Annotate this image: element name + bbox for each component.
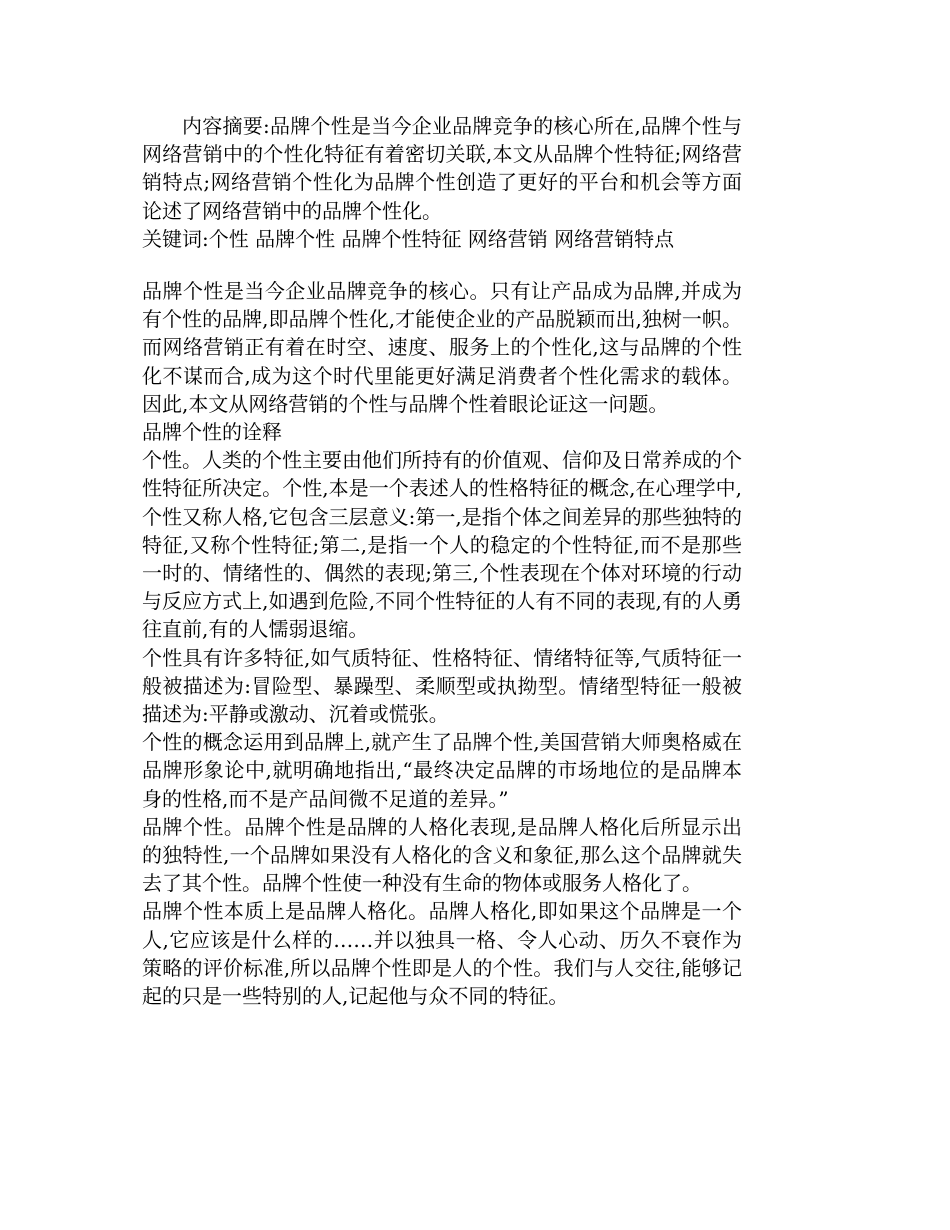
abstract-paragraph: 内容摘要:品牌个性是当今企业品牌竞争的核心所在,品牌个性与网络营销中的个性化特征有着密切关联,本文从品牌个性特征;网络营销特点;网络营销个性化为品牌个性创造了更好的平台和机会等方面论述了网络营销中的品牌个性化。 — [142, 114, 742, 223]
intro-paragraph: 品牌个性是当今企业品牌竞争的核心。只有让产品成为品牌,并成为有个性的品牌,即品牌个性化,才能使企业的产品脱颖而出,独树一帜。而网络营销正有着在时空、速度、服务上的个性化,这与品牌的个性化不谋而合,成为这个时代里能更好满足消费者个性化需求的载体。因此,本文从网络营销的个性与品牌个性着眼论证这一问题。 — [142, 279, 742, 416]
section-spacer — [142, 253, 742, 277]
body-paragraph: 品牌个性本质上是品牌人格化。品牌人格化,即如果这个品牌是一个人,它应该是什么样的……并以独具一格、令人心动、历久不衰作为策略的评价标准,所以品牌个性即是人的个性。我们与人交往,能够记起的只是一些特别的人,记起他与众不同的特征。 — [142, 899, 742, 1009]
body-paragraph: 品牌个性。品牌个性是品牌的人格化表现,是品牌人格化后所显示出的独特性,一个品牌如果没有人格化的含义和象征,那么这个品牌就失去了其个性。品牌个性使一种没有生命的物体或服务人格化了。 — [142, 814, 742, 896]
body-paragraph: 个性具有许多特征,如气质特征、性格特征、情绪特征等,气质特征一般被描述为:冒险型、暴躁型、柔顺型或执拗型。情绪型特征一般被描述为:平静或激动、沉着或慌张。 — [142, 645, 742, 727]
keywords-line: 关键词:个性 品牌个性 品牌个性特征 网络营销 网络营销特点 — [142, 226, 675, 251]
section-heading: 品牌个性的诠释 — [142, 420, 282, 445]
body-paragraph: 个性的概念运用到品牌上,就产生了品牌个性,美国营销大师奥格威在品牌形象论中,就明确地指出,“最终决定品牌的市场地位的是品牌本身的性格,而不是产品间微不足道的差异。” — [142, 730, 742, 811]
document-page — [142, 112, 742, 1010]
body-paragraph: 个性。人类的个性主要由他们所持有的价值观、信仰及日常养成的个性特征所决定。个性,本是一个表述人的性格特征的概念,在心理学中,个性又称人格,它包含三层意义:第一,是指个体之间差异的那些独特的特征,又称个性特征;第二,是指一个人的稳定的个性特征,而不是那些一时的、情绪性的、偶然的表现;第三,个性表现在个体对环境的行动与反应方式上,如遇到危险,不同个性特征的人有不同的表现,有的人勇往直前,有的人懦弱退缩。 — [142, 448, 742, 642]
